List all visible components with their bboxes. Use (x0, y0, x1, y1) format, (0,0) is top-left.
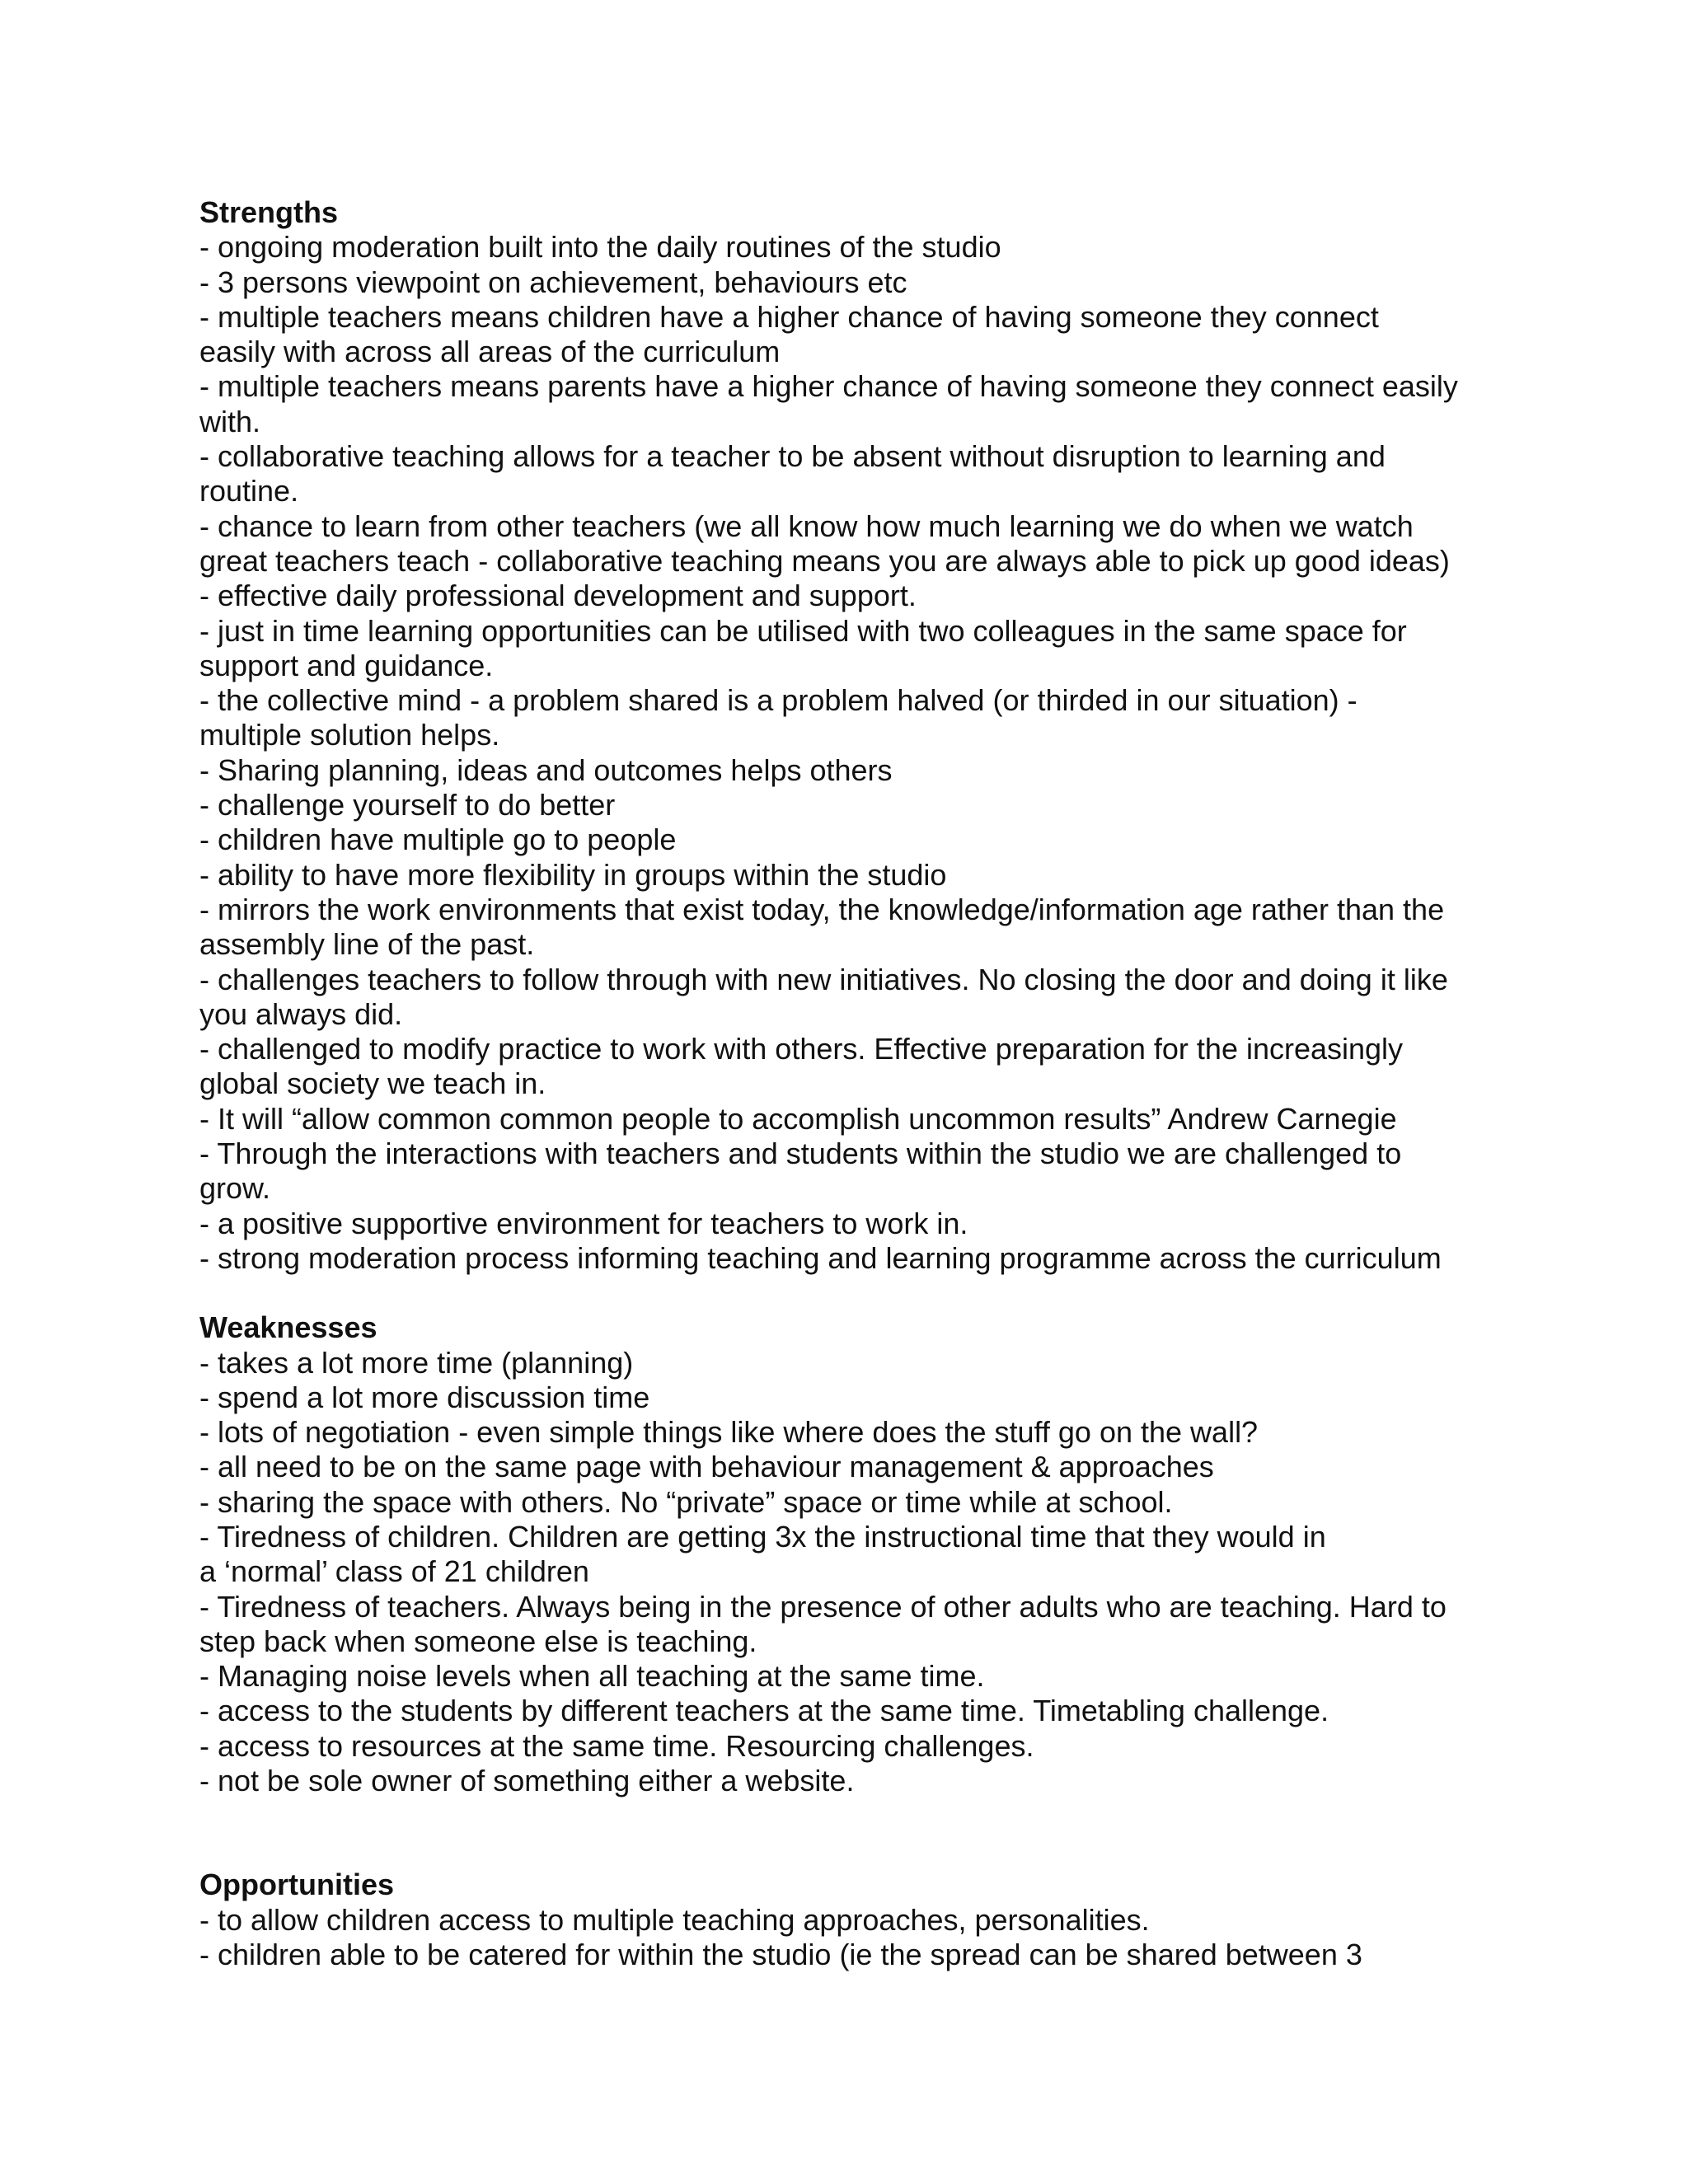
opportunities-section (199, 1868, 1502, 1972)
weaknesses-line: - Tiredness of children. Children are getting 3x the instructional time that they would in (199, 1519, 1326, 1554)
weaknesses-line: - access to resources at the same time. Resourcing challenges. (199, 1728, 1034, 1763)
strengths-line: - challenged to modify practice to work with others. Effective preparation for the increasingly (199, 1032, 1404, 1066)
strengths-line: support and guidance. (199, 648, 494, 682)
strengths-line: multiple solution helps. (199, 718, 500, 752)
strengths-line: - collaborative teaching allows for a teacher to be absent without disruption to learning and (199, 439, 1386, 474)
strengths-line: with. (199, 404, 261, 438)
section-spacer (199, 1276, 1502, 1310)
strengths-line: grow. (199, 1171, 271, 1206)
strengths-line: - mirrors the work environments that exist today, the knowledge/information age rather than the (199, 892, 1445, 926)
weaknesses-heading: Weaknesses (199, 1310, 377, 1345)
strengths-line: - multiple teachers means parents have a higher chance of having someone they connect easily (199, 369, 1458, 404)
weaknesses-section (199, 1310, 1502, 1798)
strengths-line: easily with across all areas of the curriculum (199, 335, 781, 369)
strengths-line: - 3 persons viewpoint on achievement, behaviours etc (199, 265, 907, 299)
strengths-line: - a positive supportive environment for teachers to work in. (199, 1206, 968, 1240)
strengths-line: you always did. (199, 996, 403, 1031)
strengths-line: - effective daily professional development and support. (199, 579, 917, 613)
weaknesses-line: - sharing the space with others. No “private” space or time while at school. (199, 1484, 1173, 1519)
weaknesses-line: - Managing noise levels when all teaching at the same time. (199, 1659, 985, 1694)
strengths-section (199, 195, 1502, 1276)
strengths-line: routine. (199, 474, 299, 509)
opportunities-line: - children able to be catered for within the studio (ie the spread can be shared between 3 (199, 1937, 1362, 1971)
strengths-line: - the collective mind - a problem shared is a problem halved (or thirded in our situation) - (199, 683, 1357, 718)
strengths-line: - Sharing planning, ideas and outcomes helps others (199, 752, 893, 787)
opportunities-heading: Opportunities (199, 1868, 394, 1902)
strengths-line: assembly line of the past. (199, 927, 535, 962)
weaknesses-line: - spend a lot more discussion time (199, 1380, 650, 1414)
weaknesses-line: step back when someone else is teaching. (199, 1624, 757, 1658)
strengths-line: - children have multiple go to people (199, 823, 677, 857)
strengths-line: - It will “allow common common people to accomplish uncommon results” Andrew Carnegie (199, 1101, 1397, 1136)
weaknesses-line: - not be sole owner of something either a website. (199, 1764, 855, 1798)
strengths-line: - ongoing moderation built into the daily routines of the studio (199, 230, 1001, 265)
weaknesses-line: - all need to be on the same page with behaviour management & approaches (199, 1450, 1214, 1484)
section-spacer (199, 1798, 1502, 1868)
strengths-line: - Through the interactions with teachers and students within the studio we are challenged to (199, 1137, 1402, 1171)
strengths-line: - strong moderation process informing teaching and learning programme across the curriculum (199, 1240, 1442, 1275)
weaknesses-line: a ‘normal’ class of 21 children (199, 1554, 589, 1589)
strengths-line: - ability to have more flexibility in groups within the studio (199, 857, 947, 892)
strengths-heading: Strengths (199, 195, 339, 229)
weaknesses-line: - takes a lot more time (planning) (199, 1345, 634, 1380)
weaknesses-line: - lots of negotiation - even simple things like where does the stuff go on the wall? (199, 1415, 1259, 1450)
strengths-line: - challenges teachers to follow through with new initiatives. No closing the door and doing it like (199, 962, 1448, 996)
weaknesses-line: - Tiredness of teachers. Always being in the presence of other adults who are teaching. Hard to (199, 1589, 1447, 1624)
strengths-line: - challenge yourself to do better (199, 788, 616, 823)
weaknesses-line: - access to the students by different teachers at the same time. Timetabling challenge. (199, 1694, 1329, 1728)
strengths-line: - multiple teachers means children have a higher chance of having someone they connect (199, 299, 1379, 334)
opportunities-line: - to allow children access to multiple teaching approaches, personalities. (199, 1902, 1150, 1937)
strengths-line: - chance to learn from other teachers (we all know how much learning we do when we watch (199, 509, 1414, 543)
strengths-line: global society we teach in. (199, 1066, 546, 1101)
strengths-line: - just in time learning opportunities can be utilised with two colleagues in the same space for (199, 613, 1407, 648)
document-page (199, 195, 1502, 1972)
strengths-line: great teachers teach - collaborative teaching means you are always able to pick up good ideas) (199, 543, 1450, 578)
